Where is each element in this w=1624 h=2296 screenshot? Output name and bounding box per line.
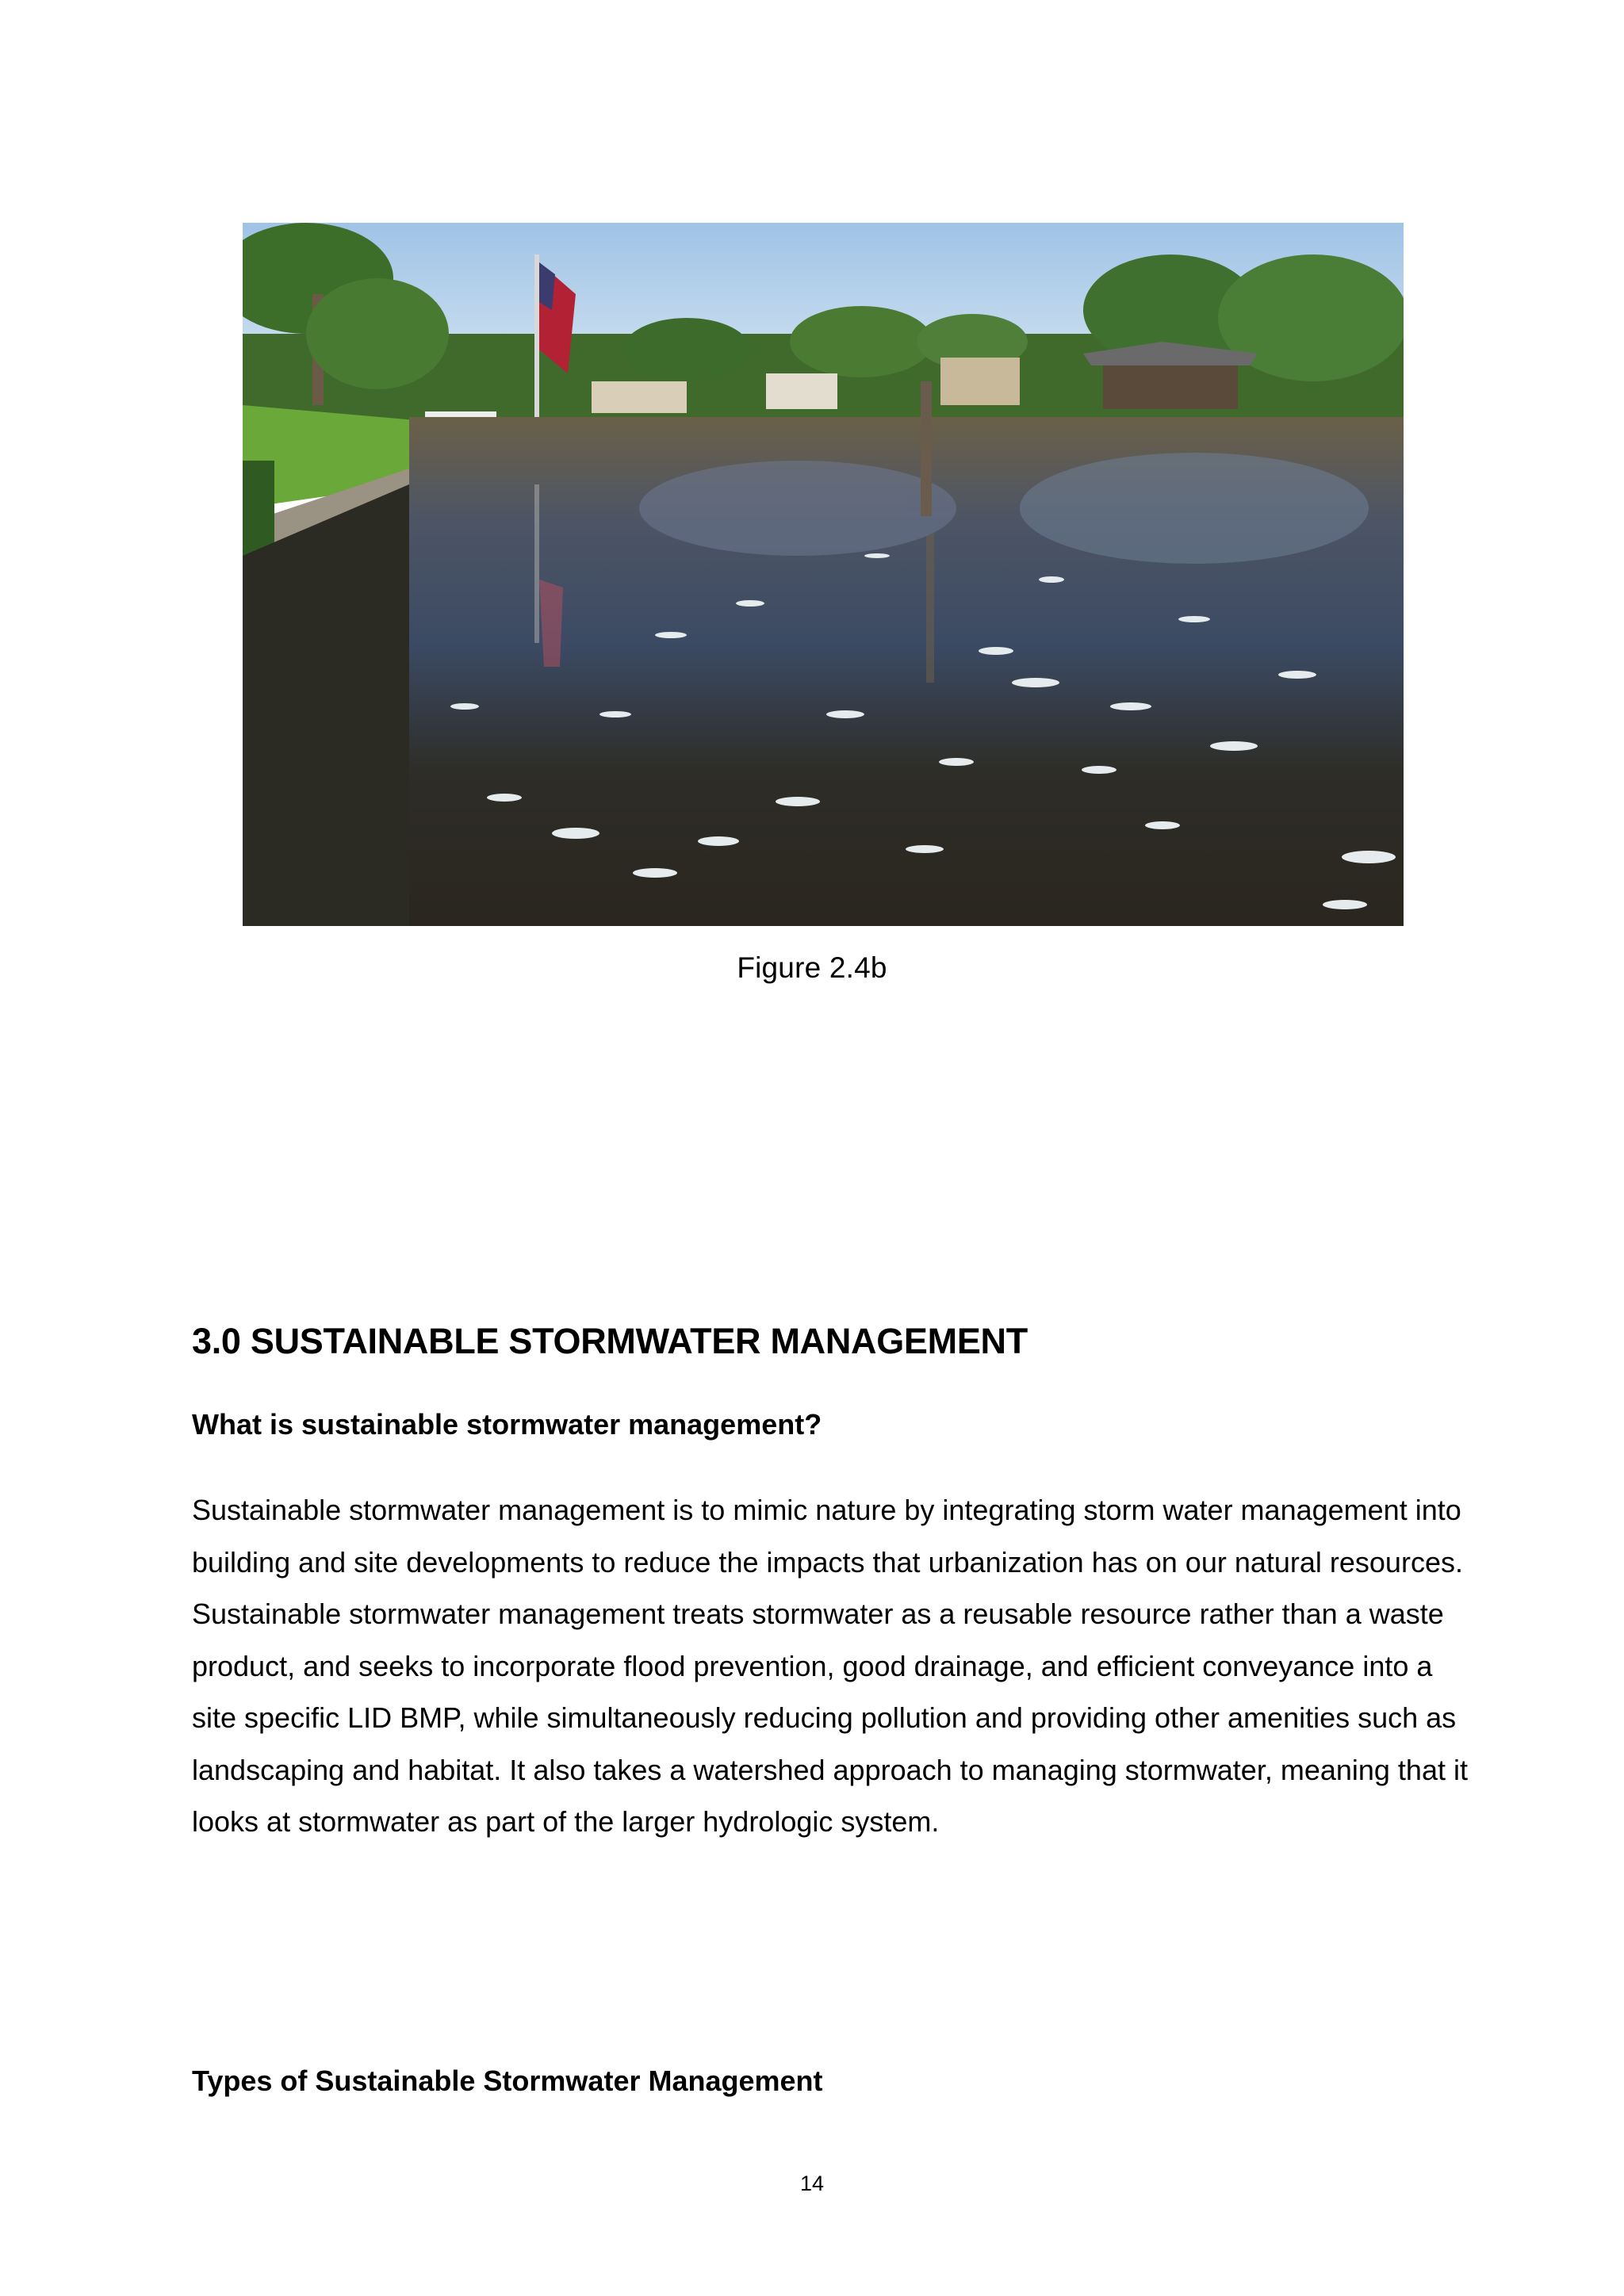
subheading-what-is: What is sustainable stormwater management? <box>192 1408 822 1441</box>
subheading-types: Types of Sustainable Stormwater Management <box>192 2064 823 2097</box>
page-number: 14 <box>799 2172 825 2195</box>
canal-photo-illustration <box>243 223 1404 926</box>
figure-caption: Figure 2.4b <box>737 951 887 984</box>
body-paragraph: Sustainable stormwater management is to mimic nature by integrating storm water management into building and site developments to reduce the impacts that urbanization has on our natural resources. Sustainable stormwater management treats stormwater as a reusable resource rather than a waste product, and seeks to incorporate flood prevention, good drainage, and efficient conveyance into a site specific LID BMP, while simultaneously reducing pollution and providing other amenities such as landscaping and habitat. It also takes a watershed approach to managing stormwater, meaning that it looks at stormwater as part of the larger hydrologic system. <box>192 1494 1468 1838</box>
figure-image-canal-fish-kill <box>243 223 1404 926</box>
section-heading: 3.0 SUSTAINABLE STORMWATER MANAGEMENT <box>192 1321 1028 1361</box>
piling <box>921 381 932 516</box>
